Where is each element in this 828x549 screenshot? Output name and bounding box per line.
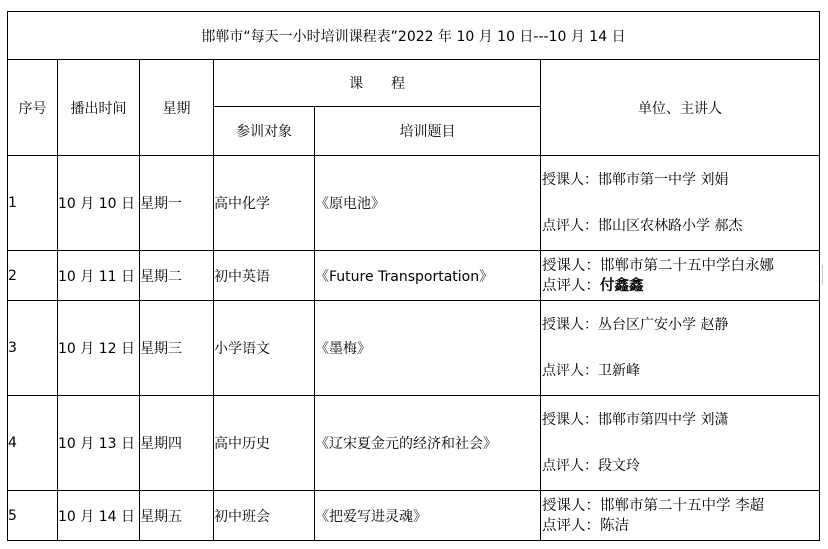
cell-topic: 《Future Transportation》 <box>315 251 541 301</box>
cell-unit-speaker <box>541 156 820 251</box>
cell-audience: 初中班会 <box>214 491 315 541</box>
header-seq: 序号 <box>8 60 58 156</box>
reviewer-prefix: 点评人： <box>542 277 600 294</box>
cell-date: 10 月 13 日 <box>58 396 140 491</box>
lecturer-text: 授课人：丛台区广安小学 赵静 <box>542 317 729 333</box>
header-weekday: 星期 <box>140 60 214 156</box>
lecturer-text: 授课人：邯郸市第二十五中学白永娜 <box>542 257 774 274</box>
cell-date: 10 月 10 日 <box>58 156 140 251</box>
cell-unit-speaker <box>541 491 820 541</box>
cell-date: 10 月 11 日 <box>58 251 140 301</box>
reviewer-line <box>541 276 819 296</box>
header-row-1 <box>8 60 820 107</box>
scroll-edge-marker <box>822 265 828 285</box>
reviewer-name: 付鑫鑫 <box>600 277 644 294</box>
header-broadcast-time: 播出时间 <box>58 60 140 156</box>
cell-seq: 1 <box>8 156 58 251</box>
cell-audience: 初中英语 <box>214 251 315 301</box>
spacer <box>541 335 819 361</box>
header-unit-speaker: 单位、主讲人 <box>541 60 820 156</box>
cell-topic: 《墨梅》 <box>315 301 541 396</box>
cell-seq: 3 <box>8 301 58 396</box>
cell-topic: 《原电池》 <box>315 156 541 251</box>
cell-weekday: 星期四 <box>140 396 214 491</box>
cell-seq: 5 <box>8 491 58 541</box>
cell-audience: 高中历史 <box>214 396 315 491</box>
table-title: 邯郸市“每天一小时培训课程表”2022 年 10 月 10 日---10 月 14 日 <box>8 12 820 60</box>
cell-topic: 《把爱写进灵魂》 <box>315 491 541 541</box>
cell-weekday: 星期二 <box>140 251 214 301</box>
reviewer-text: 点评人：邯山区农林路小学 郝杰 <box>542 218 743 234</box>
title-row <box>8 12 820 60</box>
spacer <box>541 190 819 216</box>
cell-audience: 小学语文 <box>214 301 315 396</box>
cell-date: 10 月 12 日 <box>58 301 140 396</box>
lecturer-text: 授课人：邯郸市第一中学 刘娟 <box>542 172 729 188</box>
cell-unit-speaker <box>541 251 820 301</box>
cell-audience: 高中化学 <box>214 156 315 251</box>
lecturer-text: 授课人：邯郸市第二十五中学 李超 <box>542 497 765 514</box>
lecturer-text: 授课人：邯郸市第四中学 刘潇 <box>542 412 729 428</box>
spacer <box>541 430 819 456</box>
table-row <box>8 251 820 301</box>
cell-weekday: 星期一 <box>140 156 214 251</box>
header-topic: 培训题目 <box>315 107 541 156</box>
cell-topic: 《辽宋夏金元的经济和社会》 <box>315 396 541 491</box>
reviewer-text: 点评人：陈洁 <box>542 517 629 534</box>
header-course: 课 程 <box>214 60 541 107</box>
table-row <box>8 156 820 251</box>
cell-weekday: 星期五 <box>140 491 214 541</box>
cell-seq: 2 <box>8 251 58 301</box>
reviewer-text: 点评人：卫新峰 <box>542 363 640 379</box>
table-row <box>8 396 820 491</box>
cell-unit-speaker <box>541 396 820 491</box>
cell-weekday: 星期三 <box>140 301 214 396</box>
cell-date: 10 月 14 日 <box>58 491 140 541</box>
cell-seq: 4 <box>8 396 58 491</box>
reviewer-text: 点评人：段文玲 <box>542 458 640 474</box>
training-schedule-table <box>7 11 820 541</box>
cell-unit-speaker <box>541 301 820 396</box>
table-row <box>8 301 820 396</box>
header-audience: 参训对象 <box>214 107 315 156</box>
table-row <box>8 491 820 541</box>
